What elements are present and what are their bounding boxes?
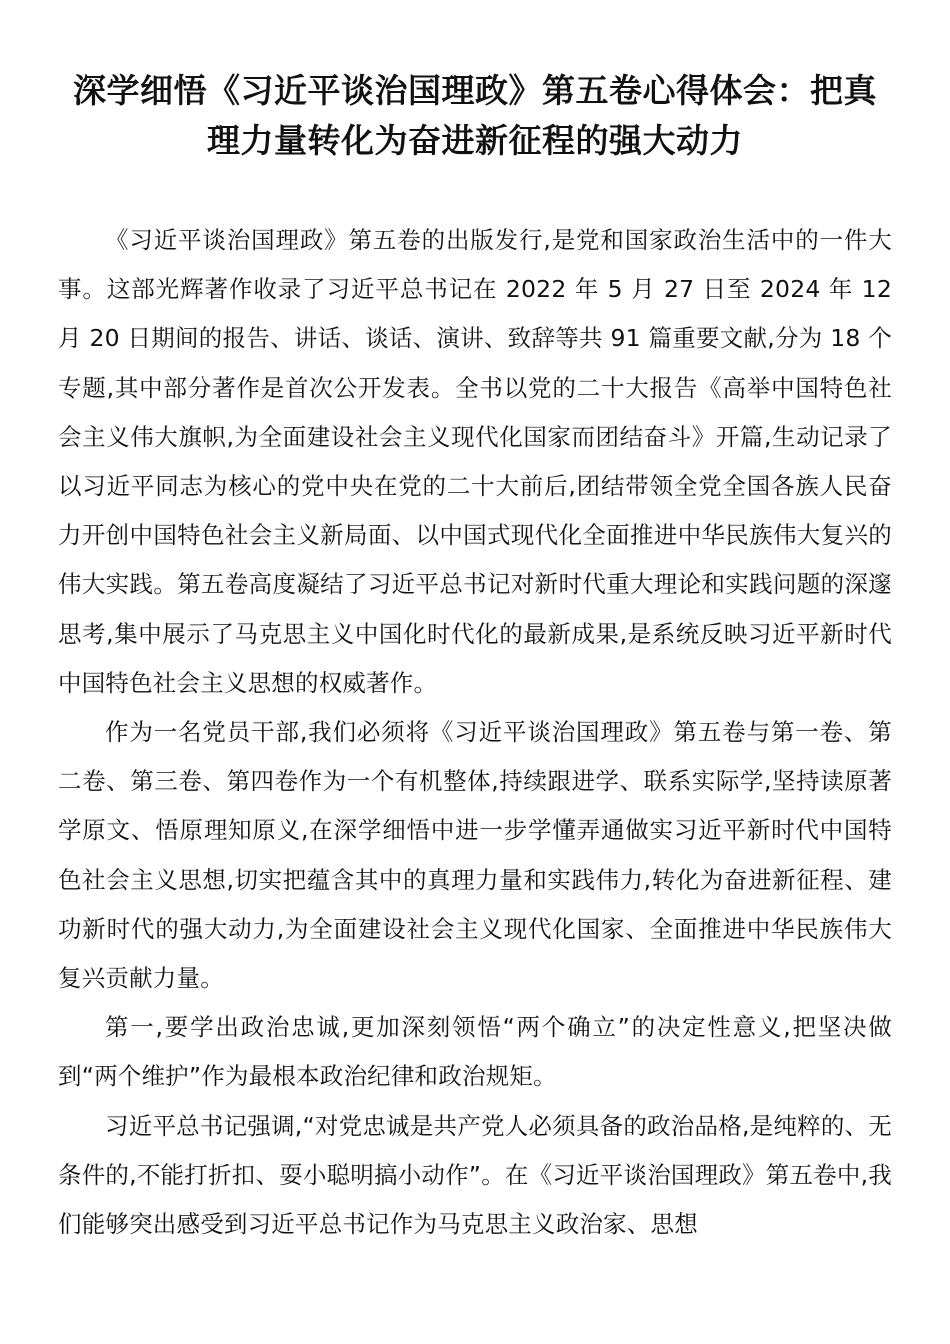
paragraph: 习近平总书记强调,“对党忠诚是共产党人必须具备的政治品格,是纯粹的、无条件的,不能打折扣、耍小聪明搞小动作”。在《习近平谈治国理政》第五卷中,我们能够突出感受到习近平总书记作为马克思主义政治家、思想 (58, 1111, 892, 1239)
paragraph: 作为一名党员干部,我们必须将《习近平谈治国理政》第五卷与第一卷、第二卷、第三卷、第四卷作为一个有机整体,持续跟进学、联系实际学,坚持读原著学原文、悟原理知原义,在深学细悟中进一步学懂弄通做实习近平新时代中国特色社会主义思想,切实把蕴含其中的真理力量和实践伟力,转化为奋进新征程、建功新时代的强大动力,为全面建设社会主义现代化国家、全面推进中华民族伟大复兴贡献力量。 (58, 718, 892, 993)
paragraph: 第一,要学出政治忠诚,更加深刻领悟“两个确立”的决定性意义,把坚决做到“两个维护”作为最根本政治纪律和政治规矩。 (58, 1013, 892, 1091)
document-title: 深学细悟《习近平谈治国理政》第五卷心得体会：把真理力量转化为奋进新征程的强大动力 (73, 71, 877, 160)
paragraph: 《习近平谈治国理政》第五卷的出版发行,是党和国家政治生活中的一件大事。这部光辉著作收录了习近平总书记在 2022 年 5 月 27 日至 2024 年 12 月 20 日期间的报告、讲话、谈话、演讲、致辞等共 91 篇重要文献,分为 18 个专题,其中部分著作是首次公开发表。全书以党的二十大报告《高举中国特色社会主义伟大旗帜,为全面建设社会主义现代化国家而团结奋斗》开篇,生动记录了以习近平同志为核心的党中央在党的二十大前后,团结带领全党全国各族人民奋力开创中国特色社会主义新局面、以中国式现代化全面推进中华民族伟大复兴的伟大实践。第五卷高度凝结了习近平总书记对新时代重大理论和实践问题的深邃思考,集中展示了马克思主义中国化时代化的最新成果,是系统反映习近平新时代中国特色社会主义思想的权威著作。 (58, 226, 892, 697)
document-body (58, 216, 892, 1249)
